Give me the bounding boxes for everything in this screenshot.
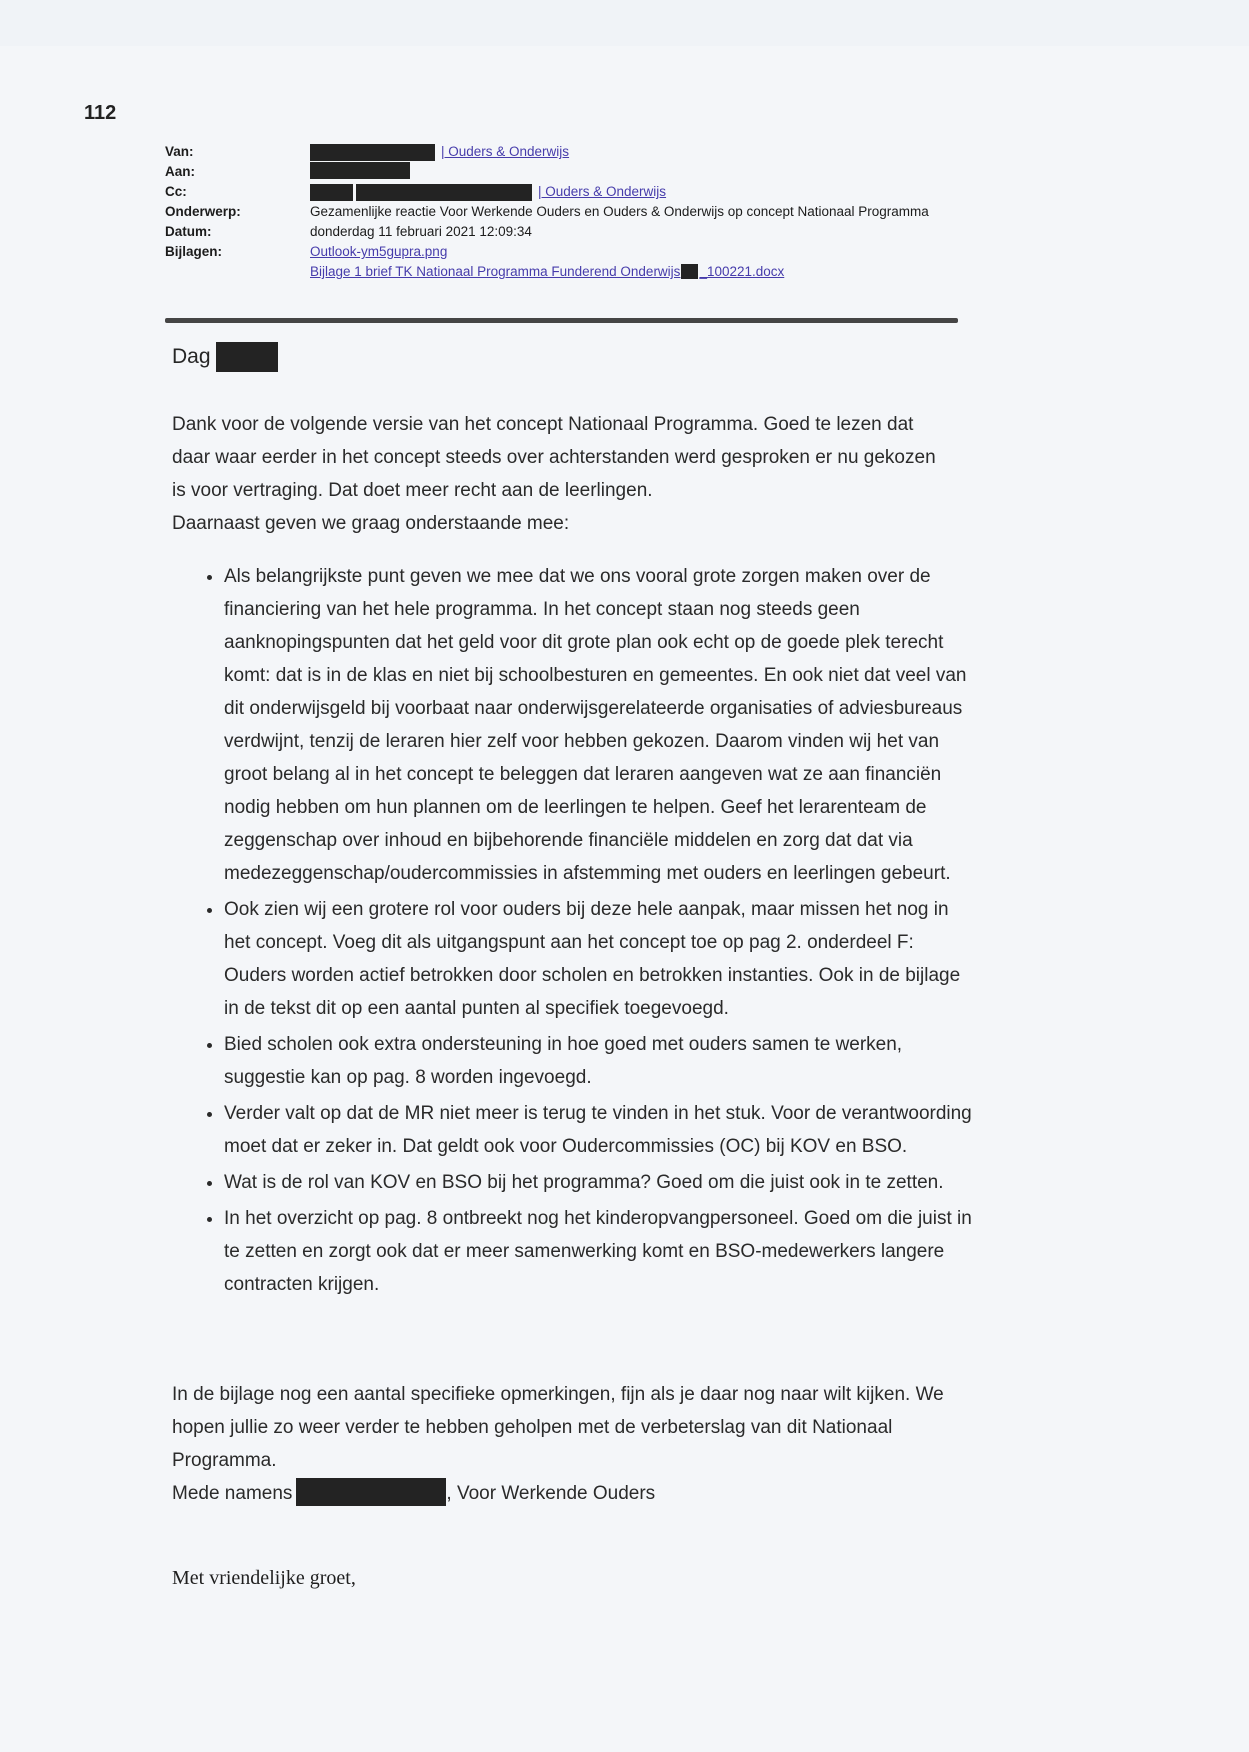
bullet-list: [172, 560, 972, 1301]
attachments-label: Bijlagen:: [165, 244, 223, 259]
intro-lead-in: Daarnaast geven we graag onderstaande mee:: [172, 513, 570, 534]
mede-namens-line: [172, 1477, 952, 1510]
list-item: • Ook zien wij een grotere rol voor ouders bij deze hele aanpak, maar missen het nog in het concept. Voeg dit als uitgangspunt aan het concept toe op pag 2. onderdeel F: Ouders worden actief betrokken door scholen en betrokken instanties. Ook in de bijlage in de tekst dit op een aantal punten al specifiek toegevoegd.: [224, 893, 972, 1025]
date-label: Datum:: [165, 224, 212, 239]
date-value: donderdag 11 februari 2021 12:09:34: [310, 224, 532, 239]
redaction-bar: [356, 184, 532, 201]
attachment-link-1[interactable]: Outlook-ym5gupra.png: [310, 244, 448, 259]
from-label: Van:: [165, 144, 194, 159]
salutation-text: Dag: [172, 345, 211, 368]
redaction-bar: [310, 162, 410, 179]
page-number: 112: [84, 102, 117, 124]
redaction-bar: [310, 144, 435, 161]
list-item: • Bied scholen ook extra ondersteuning in hoe goed met ouders samen te werken, suggestie kan op pag. 8 worden ingevoegd.: [224, 1028, 972, 1094]
closing-section: [172, 1378, 952, 1510]
subject-value: Gezamenlijke reactie Voor Werkende Ouders en Ouders & Onderwijs op concept Nationaal Programma: [310, 204, 929, 219]
cc-link[interactable]: | Ouders & Onderwijs: [538, 184, 667, 199]
signoff: Met vriendelijke groet,: [172, 1567, 356, 1589]
mede-namens-pre: Mede namens: [172, 1483, 293, 1504]
subject-label: Onderwerp:: [165, 204, 241, 219]
list-item: • Als belangrijkste punt geven we mee dat we ons vooral grote zorgen maken over de financiering van het hele programma. In het concept staan nog steeds geen aanknopingspunten dat het geld voor dit grote plan ook echt op de goede plek terecht komt: dat is in de klas en niet bij schoolbesturen en gemeentes. En ook niet dat veel van dit onderwijsgeld bij voorbaat naar onderwijsgerelateerde organisaties of adviesbureaus verdwijnt, tenzij de leraren hier zelf voor hebben gekozen. Daarom vinden wij het van groot belang al in het concept te beleggen dat leraren aangeven wat ze aan financiën nodig hebben om hun plannen om de leerlingen te helpen. Geef het lerarenteam de zeggenschap over inhoud en bijbehorende financiële middelen en zorg dat dat via medezeggenschap/oudercommissies in afstemming met ouders en leerlingen gebeurt.: [224, 560, 972, 890]
attachment-2-name-start: Bijlage 1 brief TK Nationaal Programma Funderend Onderwijs: [310, 264, 681, 279]
cc-label: Cc:: [165, 184, 187, 199]
attachment-2-name-end: _100221.docx: [699, 264, 785, 279]
intro-paragraph: Dank voor de volgende versie van het concept Nationaal Programma. Goed te lezen dat daar waar eerder in het concept steeds over achterstanden werd gesproken er nu gekozen is voor vertraging. Dat doet meer recht aan de leerlingen.: [172, 414, 936, 501]
list-item: • Verder valt op dat de MR niet meer is terug te vinden in het stuk. Voor de verantwoording moet dat er zeker in. Dat geldt ook voor Oudercommissies (OC) bij KOV en BSO.: [224, 1097, 972, 1163]
redaction-bar: [296, 1478, 446, 1506]
header-divider: [165, 318, 958, 323]
redaction-bar: [681, 264, 698, 279]
redaction-bar: [310, 184, 353, 201]
attachment-link-2[interactable]: [310, 262, 965, 282]
list-item: • Wat is de rol van KOV en BSO bij het programma? Goed om die juist ook in te zetten.: [224, 1166, 972, 1199]
header-row-attachments: [165, 242, 965, 282]
header-row-from: [165, 142, 965, 162]
bullet-list-section: [172, 560, 972, 1304]
header-row-subject: [165, 202, 965, 222]
redaction-bar: [216, 342, 278, 372]
email-header: [165, 142, 965, 282]
mede-namens-post: , Voor Werkende Ouders: [446, 1483, 656, 1504]
closing-paragraph: In de bijlage nog een aantal specifieke opmerkingen, fijn als je daar nog naar wilt kijken. We hopen jullie zo weer verder te hebben geholpen met de verbeterslag van dit Nationaal Programma.: [172, 1384, 944, 1471]
to-label: Aan:: [165, 164, 195, 179]
intro-section: [172, 408, 952, 540]
list-item: • In het overzicht op pag. 8 ontbreekt nog het kinderopvangpersoneel. Goed om die juist in te zetten en zorgt ook dat er meer samenwerking komt en BSO-medewerkers langere contracten krijgen.: [224, 1202, 972, 1301]
header-row-cc: [165, 182, 965, 202]
from-link[interactable]: | Ouders & Onderwijs: [441, 144, 570, 159]
header-row-to: [165, 162, 965, 182]
header-row-date: [165, 222, 965, 242]
salutation: [172, 342, 278, 372]
